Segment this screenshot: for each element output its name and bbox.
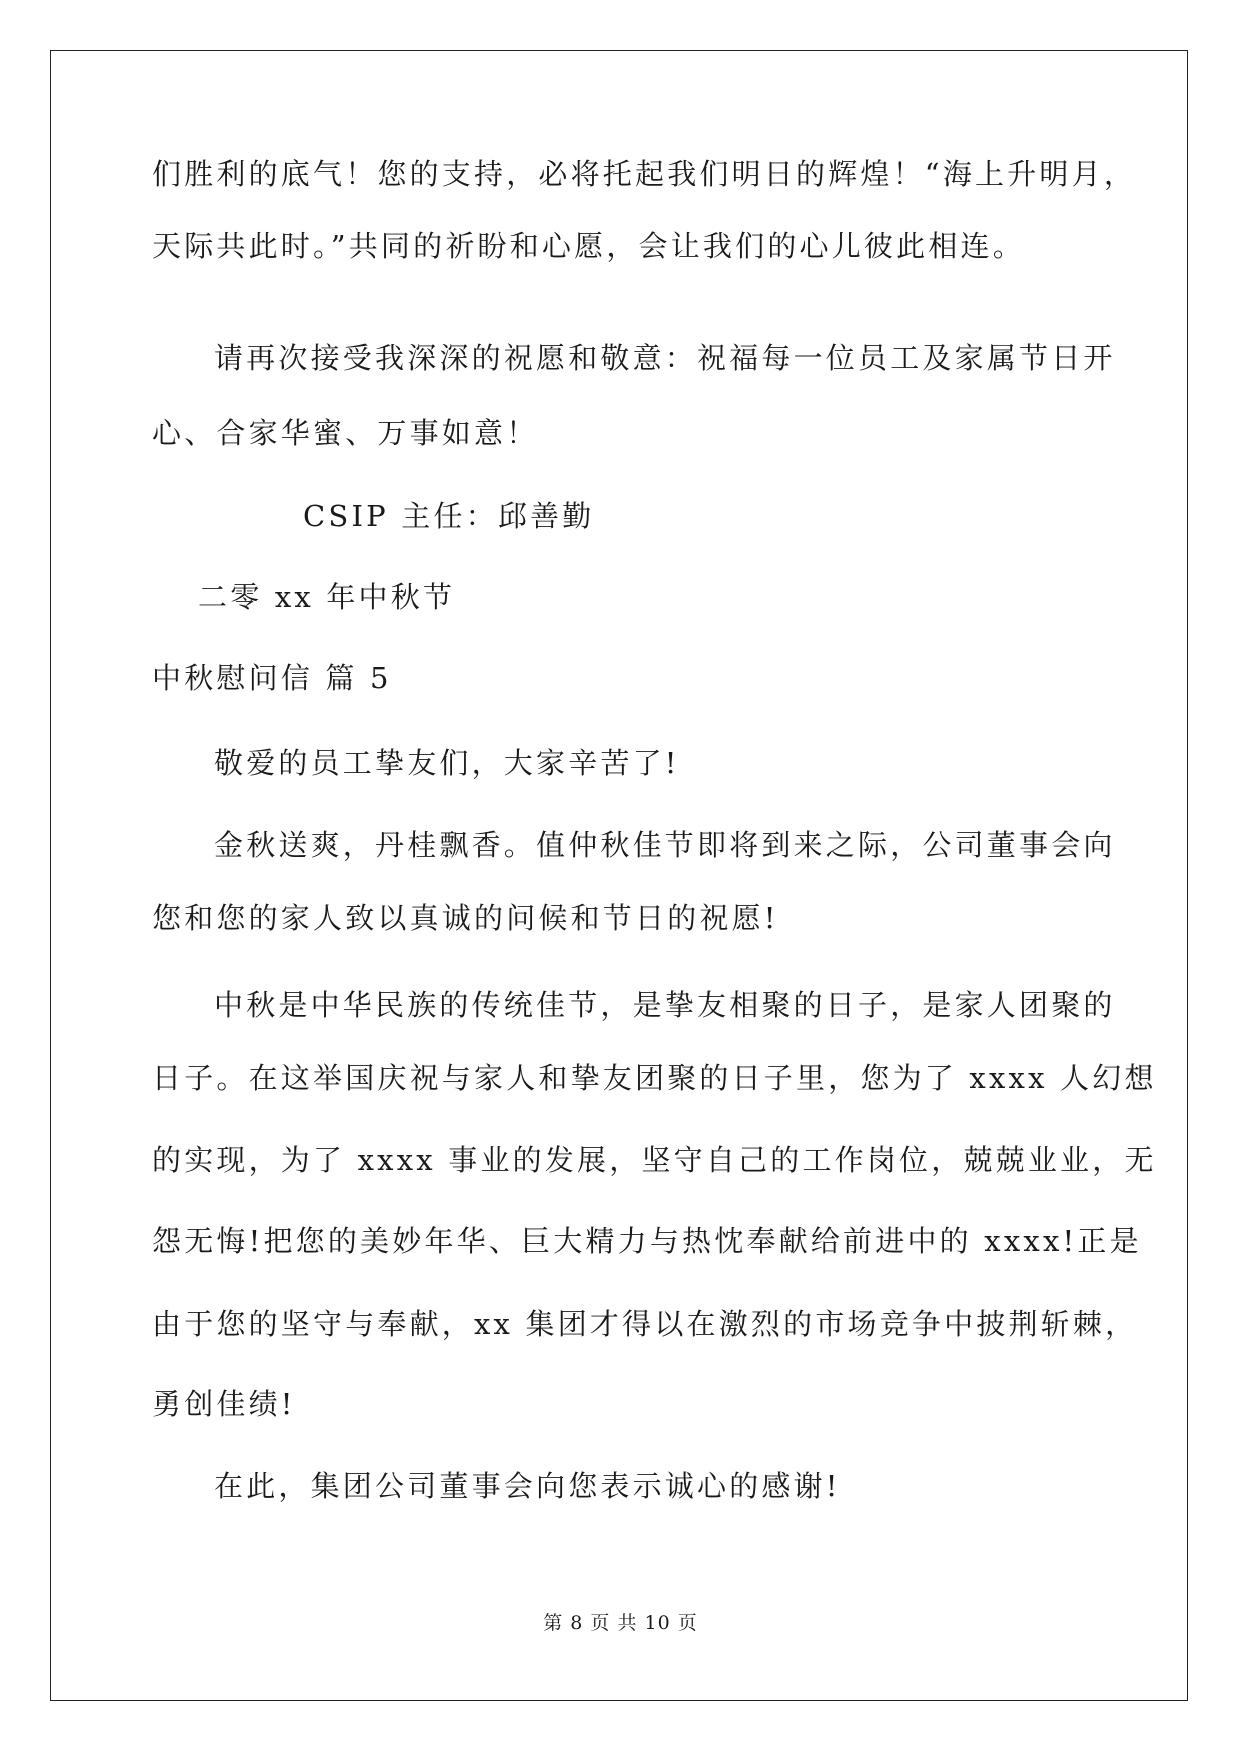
text-line: 由于您的坚守与奉献，xx 集团才得以在激烈的市场竞争中披荆斩棘， [152, 1307, 1138, 1341]
page-border [50, 50, 1188, 1701]
signature-name: CSIP 主任：邱善勤 [303, 499, 595, 533]
paragraph-first-line: 金秋送爽，丹桂飘香。值仲秋佳节即将到来之际，公司董事会向 [214, 828, 1116, 862]
paragraph-first-line: 中秋是中华民族的传统佳节，是挚友相聚的日子，是家人团聚的 [214, 988, 1116, 1022]
paragraph-first-line: 请再次接受我深深的祝愿和敬意：祝福每一位员工及家属节日开 [214, 341, 1116, 375]
text-line: 的实现，为了 xxxx 事业的发展，坚守自己的工作岗位，兢兢业业，无 [152, 1143, 1157, 1177]
page-number: 第 8 页 共 10 页 [543, 1612, 698, 1634]
text-line: 心、合家华蜜、万事如意！ [152, 416, 539, 450]
text-line: 天际共此时。”共同的祈盼和心愿，会让我们的心儿彼此相连。 [152, 229, 1025, 263]
text-line: 日子。在这举国庆祝与家人和挚友团聚的日子里，您为了 xxxx 人幻想 [152, 1061, 1157, 1095]
text-line: 们胜利的底气！您的支持，必将托起我们明日的辉煌！“海上升明月， [152, 157, 1137, 191]
paragraph-first-line: 在此，集团公司董事会向您表示诚心的感谢! [214, 1469, 841, 1503]
text-line: 您和您的家人致以真诚的问候和节日的祝愿! [152, 901, 779, 935]
text-line: 勇创佳绩! [152, 1387, 296, 1421]
signature-date: 二零 xx 年中秋节 [198, 580, 456, 614]
salutation: 敬爱的员工挚友们，大家辛苦了! [214, 746, 680, 780]
section-heading: 中秋慰问信 篇 5 [152, 661, 392, 695]
text-line: 怨无悔!把您的美妙年华、巨大精力与热忱奉献给前进中的 xxxx!正是 [152, 1224, 1142, 1258]
